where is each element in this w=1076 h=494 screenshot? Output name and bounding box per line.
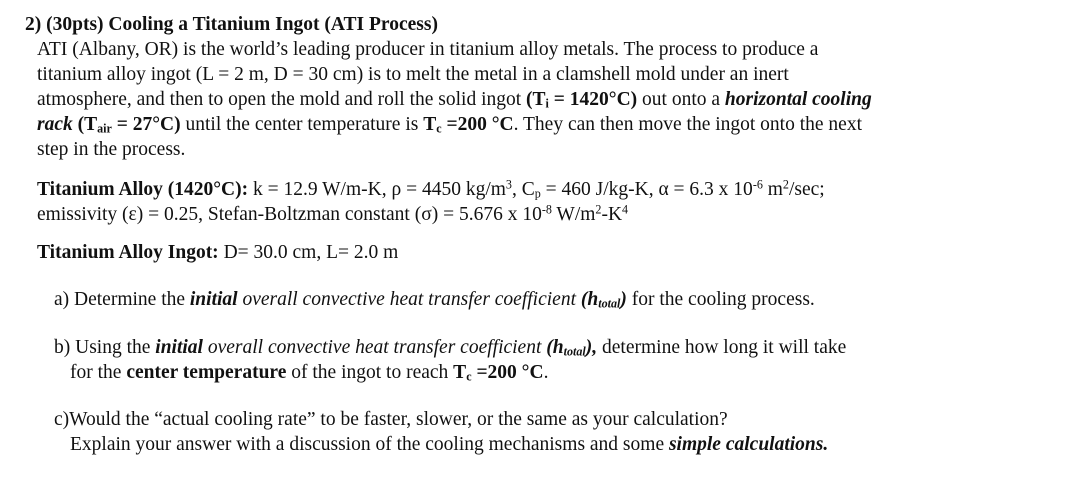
intro-text: out onto a <box>637 89 725 110</box>
property-values: k = 12.9 W/m-K, ρ = 4450 kg/m <box>248 179 506 200</box>
emphasis-simple-calculations: simple calculations. <box>668 434 829 455</box>
intro-text: until the center temperature is <box>180 114 424 135</box>
part-b-line-1: b) Using the initial overall convective heat transfer coefficient $(h_{total})$, determine how long it will take <box>54 337 847 359</box>
part-a: a) Determine the initial overall convective heat transfer coefficient $(h_{total})$ for the cooling process. <box>54 289 815 311</box>
intro-line-5: step in the process. <box>37 139 186 160</box>
intro-line-4 <box>37 113 862 137</box>
part-c-line-1: c)Would the “actual cooling rate” to be faster, slower, or the same as your calculation? <box>54 409 728 430</box>
target-temperature: $T_c =200$ °C <box>453 362 544 384</box>
properties-label: Titanium Alloy (1420°C): <box>37 179 249 200</box>
intro-line-3 <box>37 88 872 112</box>
problem-title: Cooling a Titanium Ingot (ATI Process) <box>108 14 438 35</box>
problem-number: 2) <box>25 14 42 35</box>
air-temperature: $(T_{air} = 27^\circ C)$ <box>72 114 181 136</box>
problem-heading <box>25 13 438 37</box>
intro-text: . They can then move the ingot onto the next <box>513 114 863 135</box>
part-c-line-2: Explain your answer with a discussion of the cooling mechanisms and some simple calculations. <box>70 434 829 455</box>
intro-line-1: ATI (Albany, OR) is the world’s leading producer in titanium alloy metals. The process to produce a <box>37 39 819 60</box>
emissivity-text: emissivity (ε) = 0.25, Stefan-Boltzman constant (σ) = 5.676 x 10 <box>37 204 542 225</box>
emphasis-horizontal-cooling: horizontal cooling <box>724 89 872 110</box>
part-b-line-2: for the center temperature of the ingot to reach $T_c =200$ °C. <box>70 362 549 384</box>
emphasis-center-temperature: center temperature <box>126 362 287 383</box>
emphasis-initial: initial <box>189 289 238 310</box>
emphasis-initial: initial <box>155 337 203 358</box>
ingot-line <box>37 241 398 265</box>
problem-points: (30pts) <box>46 14 104 35</box>
intro-text: atmosphere, and then to open the mold and roll the solid ingot <box>37 89 527 110</box>
initial-temperature: $(T_i = 1420^\circ C)$ <box>526 89 638 111</box>
ingot-label: Titanium Alloy Ingot: <box>37 242 219 263</box>
ingot-value: D= 30.0 cm, L= 2.0 m <box>218 242 399 263</box>
properties-line-1: Titanium Alloy (1420°C): k = 12.9 W/m-K, ρ = 4450 $kg/m^3$, $C_p = 460$ J/kg-K, α = 6.3 x $10^{-6}$ $m^2/\sec$; <box>37 177 825 201</box>
properties-line-2: emissivity (ε) = 0.25, Stefan-Boltzman constant (σ) = 5.676 x $10^{-8}$ $W/m^2-K^4$ <box>37 202 629 225</box>
intro-line-2: titanium alloy ingot (L = 2 m, D = 30 cm) is to melt the metal in a clamshell mold under an inert <box>37 64 789 85</box>
h-total-symbol: $(h_{total})$ <box>580 289 627 311</box>
emphasis-rack: rack <box>37 114 73 135</box>
h-total-symbol: $(h_{total})$, <box>546 337 598 359</box>
center-temperature: $T_c =200$ °C <box>423 114 514 136</box>
